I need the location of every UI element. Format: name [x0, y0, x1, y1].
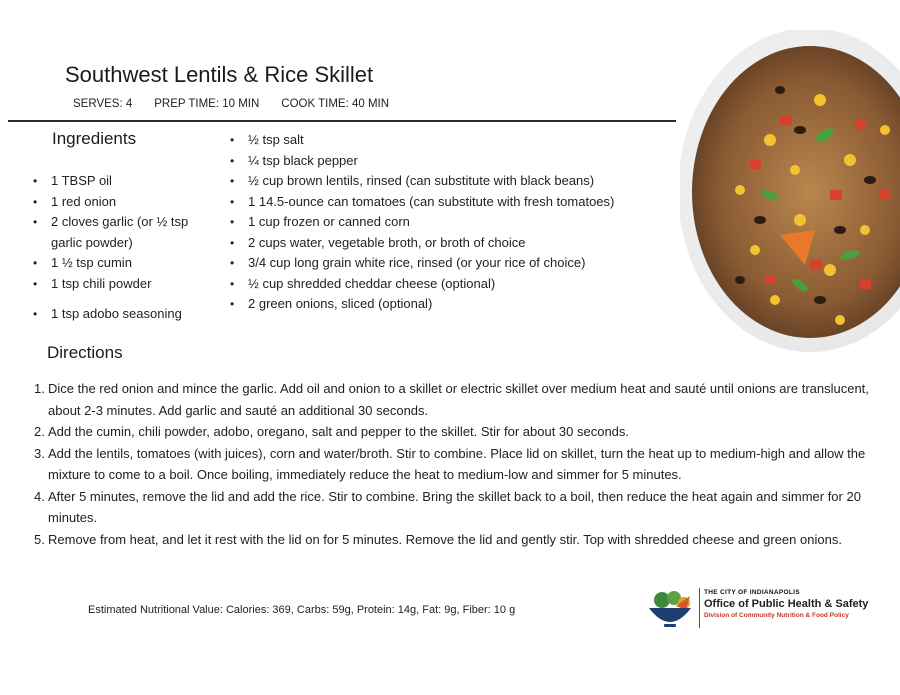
ingredient-item: • 1 tsp chili powder — [33, 274, 218, 295]
step-text: Add the lentils, tomatoes (with juices), corn and water/broth. Stir to combine. Place lid on skillet, turn the heat up to medium-high and allow the mixture to come to a boil. Once boiling, immediately reduce the heat to medium-low and simmer for 5 minutes. — [48, 445, 866, 482]
nutrition-info: Estimated Nutritional Value: Calories: 369, Carbs: 59g, Protein: 14g, Fat: 9g, Fiber: 10 g — [88, 604, 516, 616]
step-number: 4. — [34, 488, 45, 504]
ingredient-item: • 1 tsp adobo seasoning — [33, 304, 218, 325]
ingredient-item: • 1 14.5-ounce can tomatoes (can substitute with fresh tomatoes) — [230, 192, 670, 213]
vegetable-bowl-icon — [646, 586, 694, 632]
ingredients-heading: Ingredients — [52, 129, 137, 148]
directions-heading: Directions — [47, 343, 123, 362]
logo-text — [704, 589, 868, 619]
header-divider — [8, 120, 676, 122]
step-text: After 5 minutes, remove the lid and add the rice. Stir to combine. Bring the skillet back to a boil, then reduce the heat again and simmer for 20 minutes. — [48, 488, 861, 525]
food-bowl-image — [680, 30, 900, 360]
ingredient-item: • 1 cup frozen or canned corn — [230, 212, 670, 233]
ingredient-item: • 2 green onions, sliced (optional) — [230, 294, 670, 315]
ingredient-item: • 2 cloves garlic (or ½ tsp garlic powder) — [33, 212, 218, 253]
step-text: Remove from heat, and let it rest with the lid on for 5 minutes. Remove the lid and gently stir. Top with shredded cheese and green onions. — [48, 531, 842, 547]
ingredient-item: • ½ tsp salt — [230, 130, 670, 151]
step-text: Add the cumin, chili powder, adobo, oregano, salt and pepper to the skillet. Stir for about 30 seconds. — [48, 424, 630, 439]
ingredient-item: • 1 ½ tsp cumin — [33, 253, 218, 274]
logo-city: THE CITY OF INDIANAPOLIS — [704, 589, 800, 596]
step-text: Dice the red onion and mince the garlic. Add oil and onion to a skillet or electric skillet over medium heat and sauté until onions are translucent, about 2-3 minutes. Add garlic and sauté an additional 30 seconds. — [48, 381, 869, 418]
ingredients-list-left — [33, 171, 218, 325]
prep-time-label: PREP TIME: 10 MIN — [154, 98, 260, 110]
skillet-photo — [680, 30, 900, 360]
ingredients-list-right — [230, 130, 670, 315]
cook-time-label: COOK TIME: 40 MIN — [281, 98, 390, 110]
ingredient-item: • 3/4 cup long grain white rice, rinsed (or your rice of choice) — [230, 253, 670, 274]
logo-division: Division of Community Nutrition & Food Policy — [704, 612, 849, 619]
ingredient-item: • ½ cup shredded cheddar cheese (optional) — [230, 274, 670, 295]
directions-list — [34, 378, 879, 550]
serves-label: SERVES: 4 — [73, 98, 133, 110]
recipe-meta — [73, 98, 411, 110]
opphs-logo — [646, 586, 886, 632]
direction-step — [34, 486, 879, 529]
step-number: 5. — [34, 531, 45, 547]
step-number: 3. — [34, 445, 45, 461]
logo-divider — [699, 588, 700, 628]
recipe-title: Southwest Lentils & Rice Skillet — [65, 62, 374, 87]
logo-office: Office of Public Health & Safety — [704, 598, 869, 610]
ingredient-item: • ½ cup brown lentils, rinsed (can substitute with black beans) — [230, 171, 670, 192]
ingredient-item: • 2 cups water, vegetable broth, or broth of choice — [230, 233, 670, 254]
direction-step — [34, 443, 879, 486]
ingredient-item: • ¼ tsp black pepper — [230, 151, 670, 172]
direction-step — [34, 378, 879, 421]
step-number: 2. — [34, 424, 45, 439]
direction-step — [34, 529, 879, 551]
step-number: 1. — [34, 381, 45, 396]
direction-step — [34, 421, 879, 443]
ingredient-item: • 1 red onion — [33, 192, 218, 213]
ingredient-item: • 1 TBSP oil — [33, 171, 218, 192]
